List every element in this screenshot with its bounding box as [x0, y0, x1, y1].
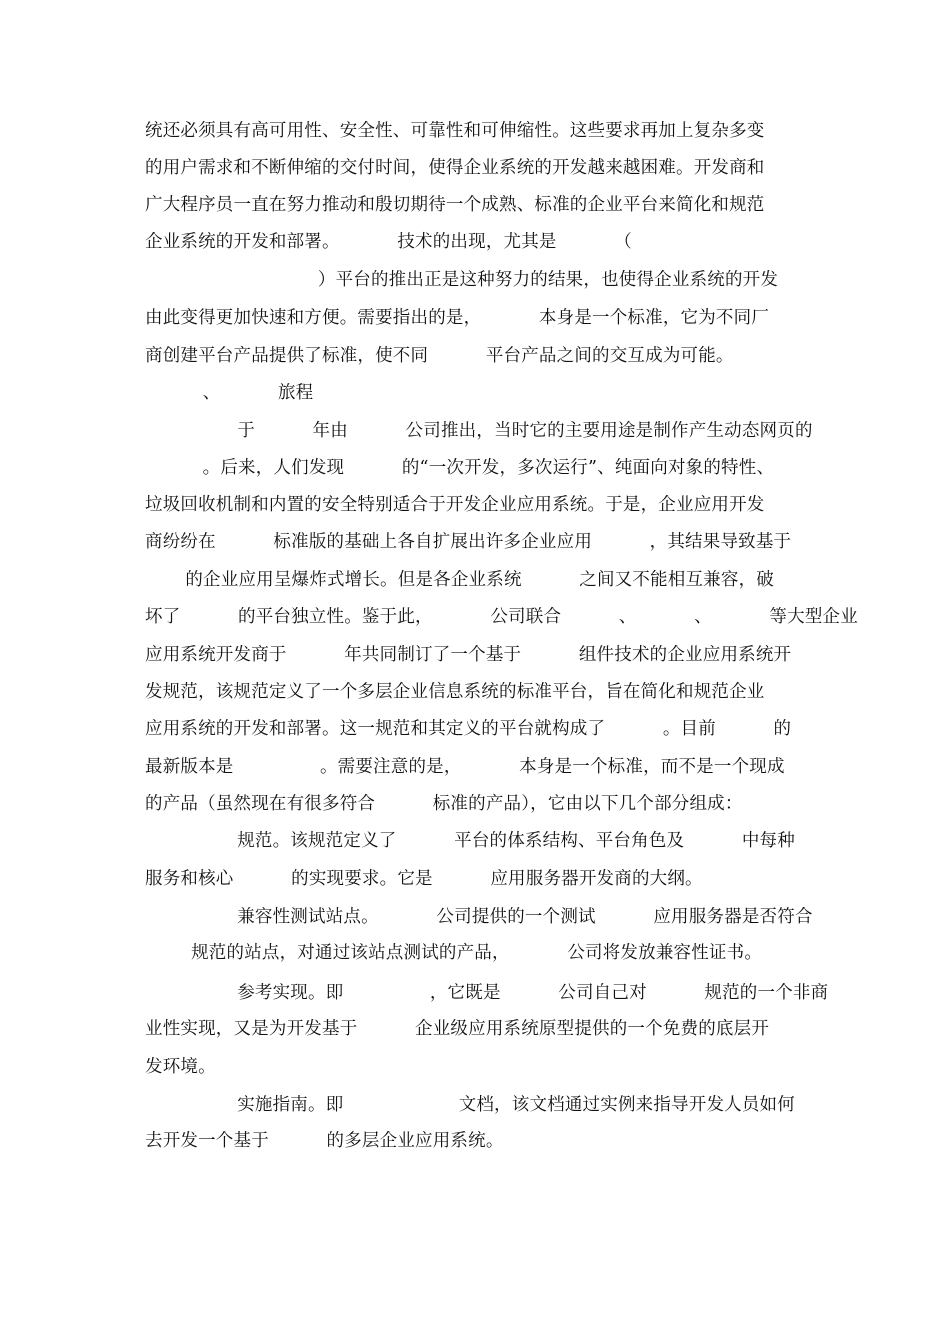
- list-item: 参考实现。即 ，它既是 公司自己对 规范的一个非商: [145, 983, 829, 1003]
- text-line: 业性实现，又是为开发基于 企业级应用系统原型提供的一个免费的底层开: [145, 1019, 770, 1039]
- text-line: 的用户需求和不断伸缩的交付时间，使得企业系统的开发越来越困难。开发商和: [145, 158, 765, 178]
- text-line: 发环境。: [145, 1057, 216, 1077]
- text-line: 由此变得更加快速和方便。需要指出的是， 本身是一个标准，它为不同厂: [145, 308, 770, 328]
- text-line: 应用系统的开发和部署。这一规范和其定义的平台就构成了 。目前 的: [145, 719, 792, 739]
- text-line: 发规范，该规范定义了一个多层企业信息系统的标准平台，旨在简化和规范企业: [145, 682, 765, 702]
- text-line: 企业系统的开发和部署。 技术的出现，尤其是 （: [145, 232, 632, 252]
- list-item: 实施指南。即 文档，该文档通过实例来指导开发人员如何: [145, 1095, 795, 1115]
- list-item: 规范。该规范定义了 平台的体系结构、平台角色及 中每种: [145, 831, 795, 851]
- list-item: 兼容性测试站点。 公司提供的一个测试 应用服务器是否符合: [145, 907, 813, 927]
- text-line: 商纷纷在 标准版的基础上各自扩展出许多企业应用 ，其结果导致基于: [145, 532, 792, 552]
- section-heading: 、 旅程: [145, 383, 314, 403]
- text-line: 去开发一个基于 的多层企业应用系统。: [145, 1131, 504, 1151]
- text-line: ）平台的推出正是这种努力的结果，也使得企业系统的开发: [145, 270, 779, 290]
- text-line: 的产品（虽然现在有很多符合 标准的产品），它由以下几个部分组成：: [145, 794, 743, 814]
- text-line: 规范的站点，对通过该站点测试的产品， 公司将发放兼容性证书。: [145, 943, 763, 963]
- text-line: 坏了 的平台独立性。鉴于此， 公司联合 、 、 等大型企业: [145, 607, 858, 627]
- text-line: 服务和核心 的实现要求。它是 应用服务器开发商的大纲。: [145, 869, 703, 889]
- text-line: 垃圾回收机制和内置的安全特别适合于开发企业应用系统。于是，企业应用开发: [145, 495, 765, 515]
- text-line: 应用系统开发商于 年共同制订了一个基于 组件技术的企业应用系统开: [145, 645, 792, 665]
- text-line: 商创建平台产品提供了标准，使不同 平台产品之间的交互成为可能。: [145, 346, 734, 366]
- text-line: 的企业应用呈爆炸式增长。但是各企业系统 之间又不能相互兼容，破: [145, 570, 774, 590]
- text-line: 统还必须具有高可用性、安全性、可靠性和可伸缩性。这些要求再加上复杂多变: [145, 121, 765, 141]
- text-line: 最新版本是 。需要注意的是， 本身是一个标准，而不是一个现成: [145, 757, 785, 777]
- text-line: 广大程序员一直在努力推动和殷切期待一个成熟、标准的企业平台来简化和规范: [145, 195, 765, 215]
- text-line: 。后来，人们发现 的“一次开发，多次运行”、纯面向对象的特性、: [145, 458, 775, 478]
- text-line: 于 年由 公司推出，当时它的主要用途是制作产生动态网页的: [145, 421, 813, 441]
